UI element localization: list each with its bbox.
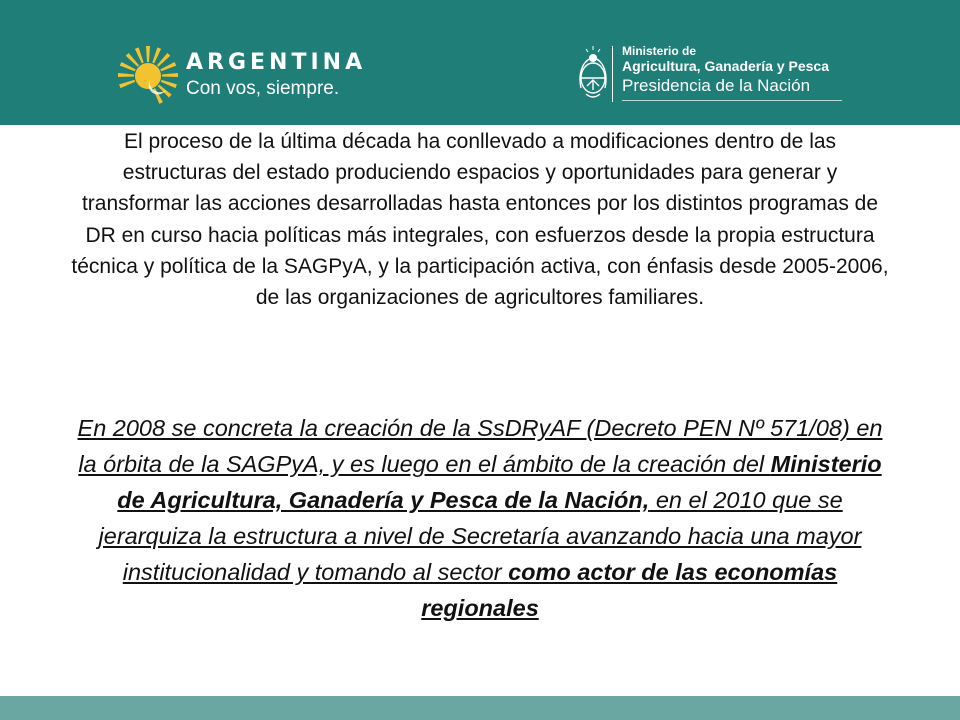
- header-banner: [0, 0, 960, 125]
- ministry-underline: [622, 100, 842, 101]
- paragraph-context: El proceso de la última década ha conllevado a modificaciones dentro de las estructuras del estado produciendo espacios y oportunidades para generar y transformar las acciones desarrolladas hasta entonces por los distintos programas de DR en curso hacia políticas más integrales, con esfuerzos desde la propia estructura técnica y política de la SAGPyA, y la participación activa, con énfasis desde 2005-2006, de las organizaciones de agricultores familiares.: [71, 130, 889, 310]
- ministry-line3: Presidencia de la Nación: [622, 76, 811, 95]
- brand-title: ARGENTINA: [186, 50, 367, 75]
- paragraph-creation-part2: en el 2010 que se jerarquiza la estructura a nivel de Secretaría avanzando hacia una mayor institucionalidad y tomando al sector: [98, 487, 862, 585]
- paragraph-creation-bold2: como actor de las economías regionales: [421, 559, 838, 621]
- paragraph-creation-part1: En 2008 se concreta la creación de la SsDRyAF (Decreto PEN Nº 571/08) en la órbita de la SAGPyA, y es luego en el ámbito de la creación del: [77, 415, 883, 477]
- ministry-line1: Ministerio de: [622, 44, 697, 58]
- argentina-logo: [118, 44, 367, 114]
- brand-slogan: Con vos, siempre.: [186, 78, 340, 99]
- paragraph-creation-bold1: Ministerio de Agricultura, Ganadería y Pesca de la Nación,: [117, 451, 882, 513]
- paragraph-creation: [70, 410, 890, 626]
- ministry-logo: [576, 44, 846, 108]
- ministry-line2: Agricultura, Ganadería y Pesca: [622, 58, 829, 74]
- footer-band: [0, 696, 960, 720]
- sun-icon: [118, 44, 182, 108]
- coat-of-arms-icon: [576, 44, 610, 104]
- logo-divider: [612, 46, 613, 102]
